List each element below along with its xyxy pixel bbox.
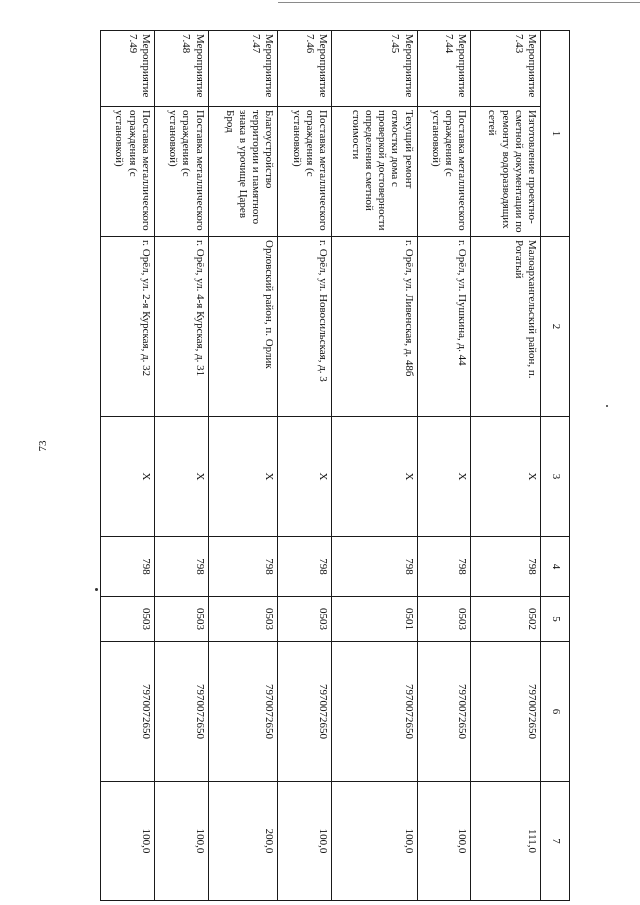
event-id-cell: Мероприятие 7.44: [417, 31, 471, 107]
header-cell-6: 6: [541, 642, 570, 782]
col7-cell: 100,0: [278, 782, 332, 901]
col4-cell: 798: [417, 537, 471, 597]
event-id-cell: Мероприятие 7.47: [208, 31, 278, 107]
event-name-cell: Благоустройство территории и памятного знака в урочище Царев Брод: [208, 107, 278, 237]
address-cell: г. Орёл, ул. 4-я Курская, д. 31: [154, 237, 208, 417]
address-cell: г. Орёл, ул. Новосильская, д. 3: [278, 237, 332, 417]
header-cell-4: 4: [541, 537, 570, 597]
col6-cell: 7970072650: [332, 642, 418, 782]
event-name-cell: Поставка металлического ограждения (с установкой): [101, 107, 155, 237]
col6-cell: 7970072650: [471, 642, 541, 782]
col7-cell: 100,0: [417, 782, 471, 901]
col4-cell: 798: [154, 537, 208, 597]
col3-cell: X: [101, 417, 155, 537]
event-name-cell: Поставка металлического ограждения (с установкой): [278, 107, 332, 237]
col3-cell: X: [208, 417, 278, 537]
page-number: 73: [37, 440, 49, 452]
col6-cell: 7970072650: [101, 642, 155, 782]
scan-dot: [95, 588, 98, 591]
header-cell-2: 2: [541, 237, 570, 417]
address-cell: Орловский район, п. Орлик: [208, 237, 278, 417]
col6-cell: 7970072650: [278, 642, 332, 782]
table-row: [154, 31, 208, 901]
event-id-cell: Мероприятие 7.49: [101, 31, 155, 107]
events-table: [100, 30, 570, 901]
col3-cell: X: [417, 417, 471, 537]
event-id-cell: Мероприятие 7.43: [471, 31, 541, 107]
table-row: [278, 31, 332, 901]
col4-cell: 798: [208, 537, 278, 597]
col5-cell: 0501: [332, 597, 418, 642]
col5-cell: 0503: [101, 597, 155, 642]
col5-cell: 0503: [417, 597, 471, 642]
event-id-cell: Мероприятие 7.46: [278, 31, 332, 107]
col6-cell: 7970072650: [208, 642, 278, 782]
header-cell-5: 5: [541, 597, 570, 642]
col6-cell: 7970072650: [417, 642, 471, 782]
col7-cell: 111,0: [471, 782, 541, 901]
col4-cell: 798: [101, 537, 155, 597]
event-name-cell: Текущий ремонт отмостки дома с проверкой достоверности определения сметной стоимости: [332, 107, 418, 237]
col4-cell: 798: [471, 537, 541, 597]
address-cell: Малоархангельский район, п. Рогатый: [471, 237, 541, 417]
col7-cell: 100,0: [332, 782, 418, 901]
col4-cell: 798: [332, 537, 418, 597]
header-row: [541, 31, 570, 901]
header-cell-7: 7: [541, 782, 570, 901]
rotated-table-container: [100, 30, 570, 900]
scan-dot: [606, 405, 608, 407]
col6-cell: 7970072650: [154, 642, 208, 782]
address-cell: г. Орёл, ул. Пушкина, д. 44: [417, 237, 471, 417]
col7-cell: 100,0: [101, 782, 155, 901]
event-id-cell: Мероприятие 7.45: [332, 31, 418, 107]
header-cell-3: 3: [541, 417, 570, 537]
table-row: [417, 31, 471, 901]
address-cell: г. Орёл, ул. 2-я Курская, д. 32: [101, 237, 155, 417]
address-cell: г. Орёл, ул. Ливенская, д. 48б: [332, 237, 418, 417]
table-row: [208, 31, 278, 901]
top-edge-rule: [278, 2, 640, 3]
col3-cell: X: [154, 417, 208, 537]
col7-cell: 100,0: [154, 782, 208, 901]
col5-cell: 0503: [208, 597, 278, 642]
col5-cell: 0503: [278, 597, 332, 642]
col5-cell: 0503: [154, 597, 208, 642]
table-row: [101, 31, 155, 901]
event-id-cell: Мероприятие 7.48: [154, 31, 208, 107]
table-row: [332, 31, 418, 901]
event-name-cell: Поставка металлического ограждения (с установкой): [154, 107, 208, 237]
col3-cell: X: [332, 417, 418, 537]
col4-cell: 798: [278, 537, 332, 597]
col5-cell: 0502: [471, 597, 541, 642]
table-row: [471, 31, 541, 901]
col3-cell: X: [471, 417, 541, 537]
event-name-cell: Поставка металлического ограждения (с установкой): [417, 107, 471, 237]
event-name-cell: Изготовление проектно-сметной документации по ремонту водоразводящих сетей: [471, 107, 541, 237]
header-cell-1: 1: [541, 31, 570, 237]
col3-cell: X: [278, 417, 332, 537]
col7-cell: 200,0: [208, 782, 278, 901]
